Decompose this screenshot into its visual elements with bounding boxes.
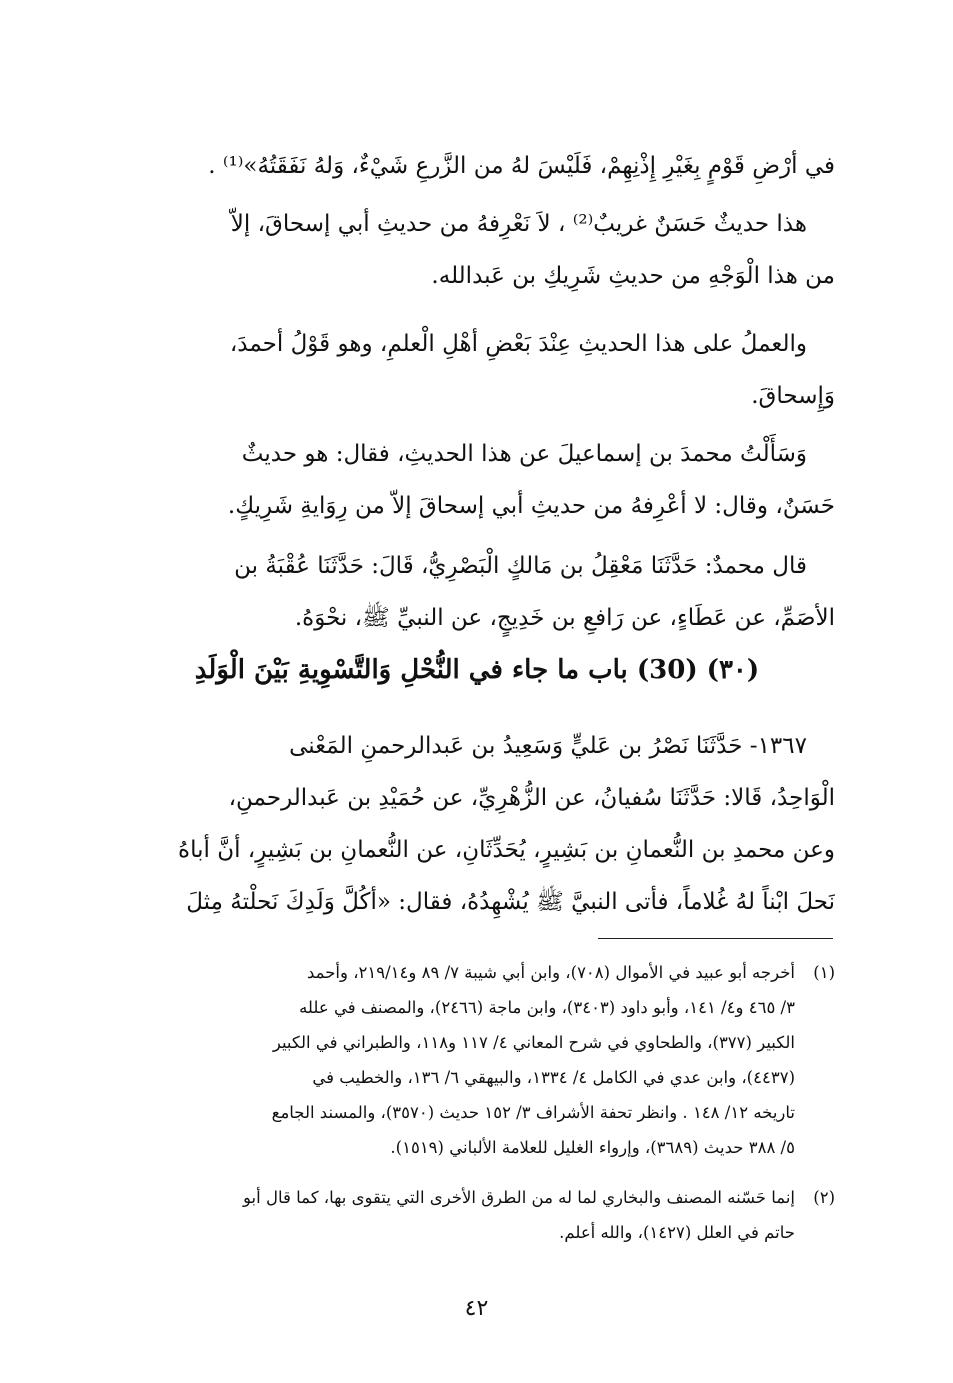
footnote xyxy=(119,955,835,1165)
paragraph xyxy=(119,540,835,644)
text-line: الْوَاحِدُ، قَالا: حَدَّثَنَا سُفيانُ، عن الزُّهْرِيِّ، عن حُمَيْدِ بن عَبدالرحمنِ، xyxy=(228,785,835,811)
text-line: حاتم في العلل (١٤٢٧)، والله أعلم. xyxy=(559,1223,795,1242)
footnote-number: (٢) xyxy=(813,1188,835,1207)
paragraph xyxy=(119,140,835,192)
text-line: ١٣٦٧- حَدَّثَنَا نَصْرُ بن عَليٍّ وَسَعِيدُ بن عَبدالرحمنِ المَعْنى xyxy=(289,733,807,759)
text-line: أخرجه أبو عبيد في الأموال (٧٠٨)، وابن أبي شيبة ٧/ ٨٩ و٢١٩/١٤، وأحمد xyxy=(307,963,795,982)
text-line: هذا حديثٌ حَسَنٌ غريبٌ⁽²⁾ ، لاَ نَعْرِفهُ من حديثِ أبي إسحاقَ، إلاّ xyxy=(230,211,807,237)
text-line: إنما حَسّنه المصنف والبخاري لما له من الطرق الأخرى التي يتقوى بها، كما قال أبو xyxy=(243,1188,795,1207)
paragraph xyxy=(119,198,835,302)
text-line: ٣/ ٤٦٥ و٤/ ١٤١، وأبو داود (٣٤٠٣)، وابن ماجة (٢٤٦٦)، والمصنف في علله xyxy=(299,998,795,1017)
text-line: (٤٤٣٧)، وابن عدي في الكامل ٤/ ١٣٣٤، والبيهقي ٦/ ١٣٦، والخطيب في xyxy=(312,1068,795,1087)
text-line: الأصَمِّ، عن عَطَاءٍ، عن رَافعِ بن خَدِيجٍ، عن النبيِّ ﷺ، نحْوَهُ. xyxy=(294,605,835,631)
chapter-heading: (٣٠) (30) باب ما جاء في النُّحْلِ وَالتَّسْوِيةِ بَيْنَ الْوَلَدِ xyxy=(194,655,760,685)
text-line: تاريخه ١٢/ ١٤٨ . وانظر تحفة الأشراف ٣/ ١٥٢ حديث (٣٥٧٠)، والمسند الجامع xyxy=(271,1103,795,1122)
hadith-paragraph xyxy=(119,720,835,928)
text-line: وَسَأَلْتُ محمدَ بن إسماعيلَ عن هذا الحديثِ، فقال: هو حديثٌ xyxy=(241,441,807,467)
paragraph xyxy=(119,318,835,422)
text-line: في أرْضِ قَوْمٍ بِغَيْرِ إِذْنِهِمْ، فَلَيْسَ لهُ من الزَّرعِ شَيْءٌ، وَلهُ نَفَقَتُهُ»⁽¹⁾ . xyxy=(208,153,835,179)
footnote-separator xyxy=(598,938,833,939)
footnote-body xyxy=(119,1180,795,1250)
text-line: من هذا الْوَجْهِ من حديثِ شَرِيكِ بن عَبدالله. xyxy=(431,263,835,289)
text-line: حَسَنٌ، وقال: لا أعْرِفهُ من حديثِ أبي إسحاقَ إلاّ من رِوَايةِ شَرِيكٍ. xyxy=(227,493,835,519)
paragraph xyxy=(119,428,835,532)
text-line: ٥/ ٣٨٨ حديث (٣٦٨٩)، وإرواء الغليل للعلامة الألباني (١٥١٩). xyxy=(390,1138,795,1157)
footnote xyxy=(119,1180,835,1250)
page-number: ٤٢ xyxy=(464,1296,489,1321)
text-line: والعملُ على هذا الحديثِ عِنْدَ بَعْضِ أهْلِ الْعلمِ، وهو قَوْلُ أحمدَ، xyxy=(229,331,807,357)
text-line: نَحلَ ابْناً لهُ غُلاماً، فأتى النبيَّ ﷺ يُشْهِدُهُ، فقال: «أكُلَّ وَلَدِكَ نَحلْتهُ مِثلَ xyxy=(186,889,835,915)
footnote-body xyxy=(119,955,795,1165)
text-line: وعن محمدِ بن النُّعمانِ بن بَشِيرٍ، يُحَدِّثَانِ، عن النُّعمانِ بن بَشِيرٍ، أنَّ أباهُ xyxy=(178,837,835,863)
text-line: قال محمدٌ: حَدَّثَنَا مَعْقِلُ بن مَالكٍ الْبَصْرِيُّ، قَالَ: حَدَّثَنَا عُقْبَةُ بن xyxy=(234,553,807,579)
text-line: وَإِسحاقَ. xyxy=(751,383,835,409)
text-line: الكبير (٣٧٧)، والطحاوي في شرح المعاني ٤/ ١١٧ و١١٨، والطبراني في الكبير xyxy=(272,1033,795,1052)
footnote-number: (١) xyxy=(813,963,835,982)
